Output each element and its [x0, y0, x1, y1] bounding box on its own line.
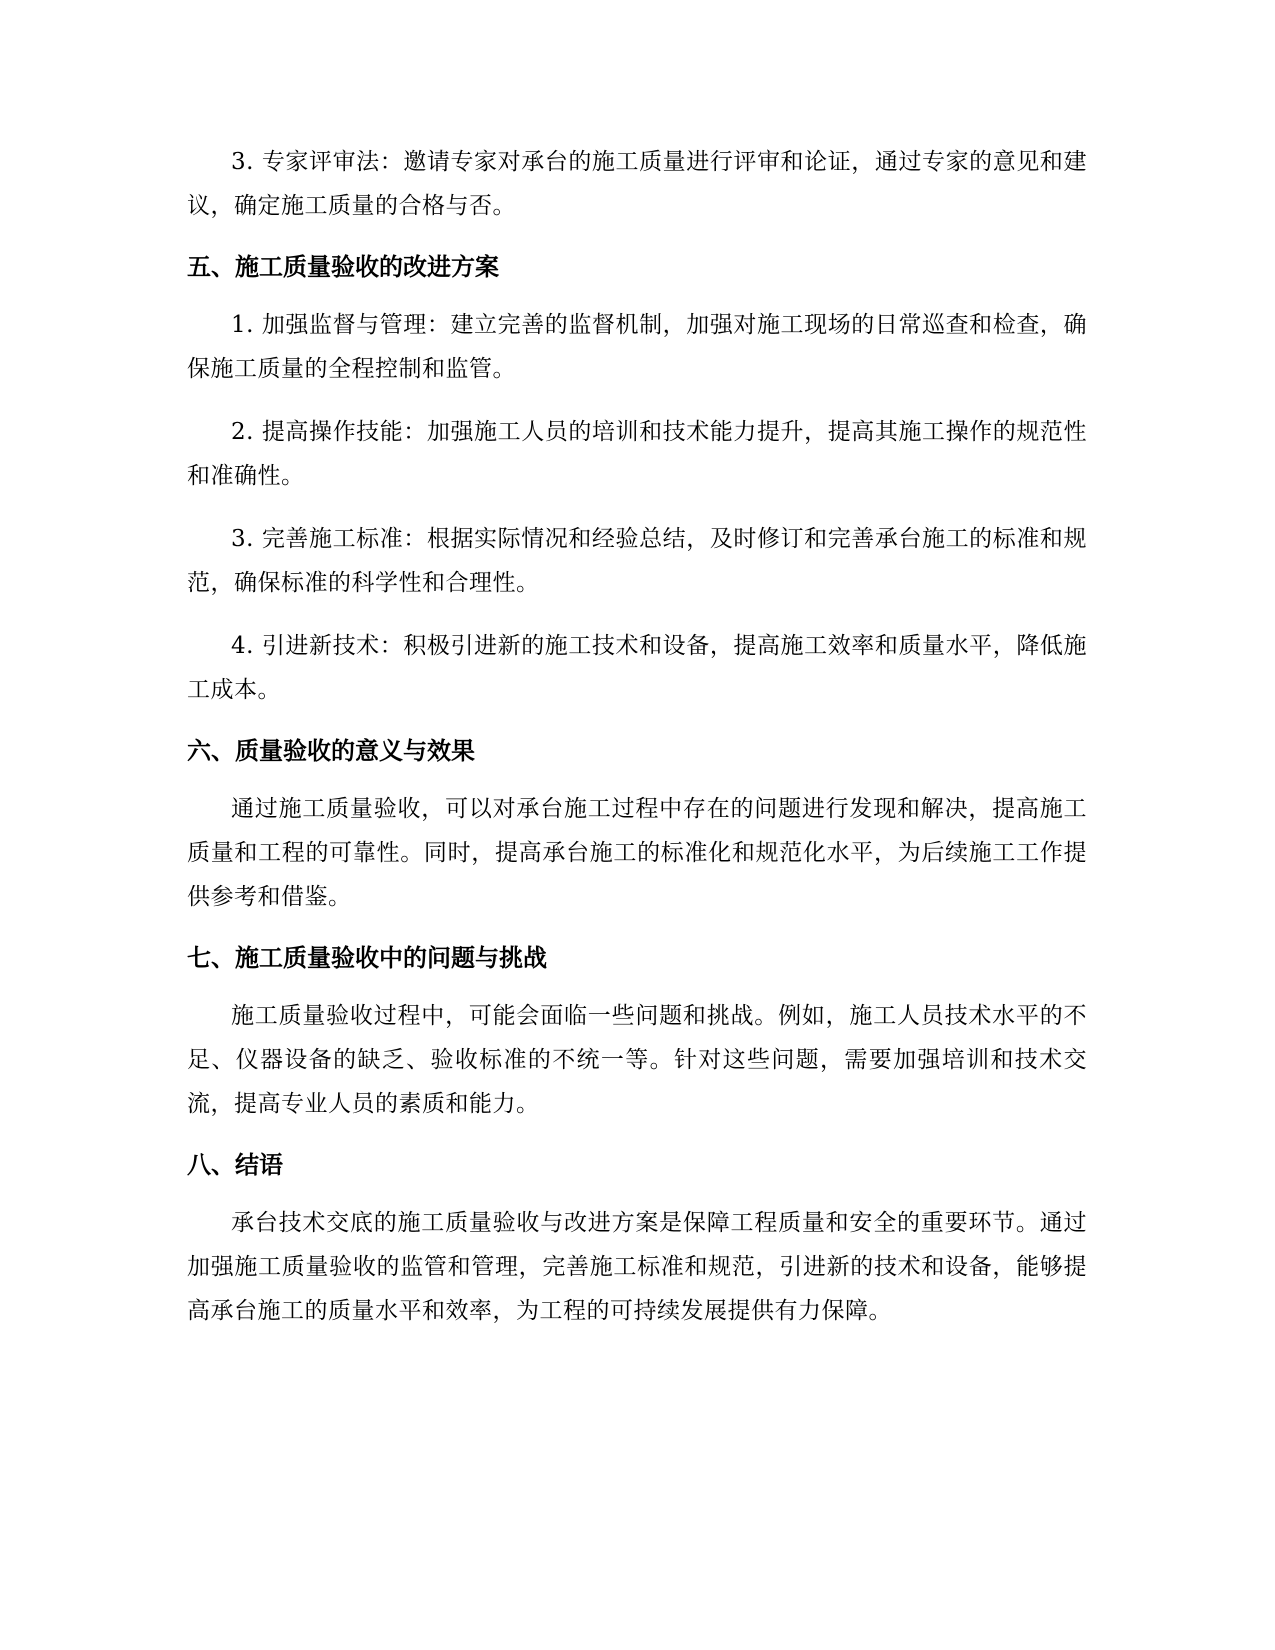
paragraph-expert-review: 3. 专家评审法：邀请专家对承台的施工质量进行评审和论证，通过专家的意见和建议，确定施工质量的合格与否。 [187, 149, 1087, 219]
paragraph-conclusion: 承台技术交底的施工质量验收与改进方案是保障工程质量和安全的重要环节。通过加强施工质量验收的监管和管理，完善施工标准和规范，引进新的技术和设备，能够提高承台施工的质量水平和效率，为工程的可持续发展提供有力保障。 [187, 1210, 1087, 1324]
heading-significance: 六、质量验收的意义与效果 [187, 737, 475, 765]
document-page [187, 140, 1087, 1352]
paragraph-significance: 通过施工质量验收，可以对承台施工过程中存在的问题进行发现和解决，提高施工质量和工程的可靠性。同时，提高承台施工的标准化和规范化水平，为后续施工工作提供参考和借鉴。 [187, 796, 1087, 910]
paragraph-supervision: 1. 加强监督与管理：建立完善的监督机制，加强对施工现场的日常巡查和检查，确保施工质量的全程控制和监管。 [187, 312, 1087, 382]
paragraph-skills: 2. 提高操作技能：加强施工人员的培训和技术能力提升，提高其施工操作的规范性和准确性。 [187, 419, 1087, 489]
paragraph-challenges: 施工质量验收过程中，可能会面临一些问题和挑战。例如，施工人员技术水平的不足、仪器设备的缺乏、验收标准的不统一等。针对这些问题，需要加强培训和技术交流，提高专业人员的素质和能力。 [187, 1003, 1087, 1117]
heading-conclusion: 八、结语 [187, 1151, 283, 1179]
heading-improvement-plan: 五、施工质量验收的改进方案 [187, 253, 499, 281]
paragraph-standards: 3. 完善施工标准：根据实际情况和经验总结，及时修订和完善承台施工的标准和规范，确保标准的科学性和合理性。 [187, 526, 1087, 596]
paragraph-new-tech: 4. 引进新技术：积极引进新的施工技术和设备，提高施工效率和质量水平，降低施工成本。 [187, 633, 1087, 703]
heading-challenges: 七、施工质量验收中的问题与挑战 [187, 944, 547, 972]
